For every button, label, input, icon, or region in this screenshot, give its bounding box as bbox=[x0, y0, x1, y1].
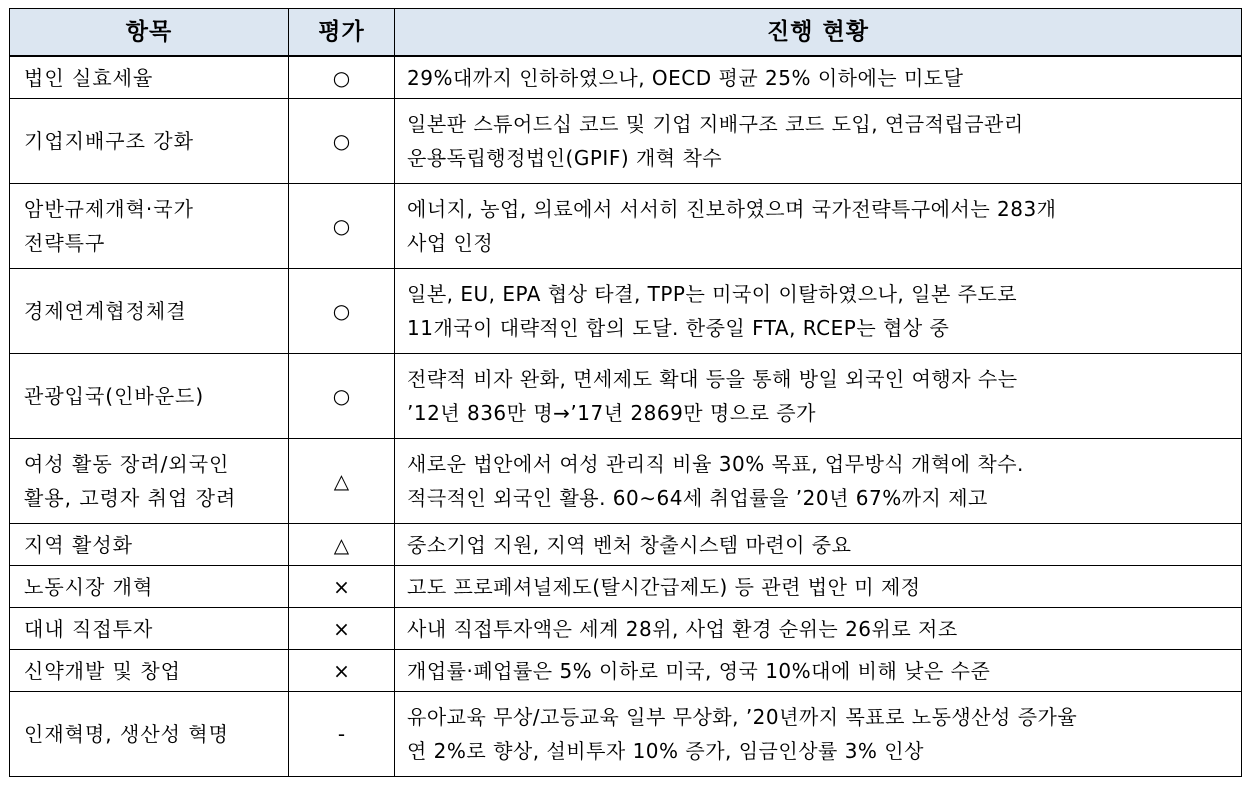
row-status bbox=[395, 439, 1242, 524]
row-status bbox=[395, 99, 1242, 184]
status-line: 에너지, 농업, 의료에서 서서히 진보하였으며 국가전략특구에서는 283개 bbox=[407, 197, 1057, 221]
row-item bbox=[10, 184, 289, 269]
row-item: 기업지배구조 강화 bbox=[10, 99, 289, 184]
status-line: 전략적 비자 완화, 면세제도 확대 등을 통해 방일 외국인 여행자 수는 bbox=[407, 367, 1018, 391]
header-evaluation: 평가 bbox=[289, 9, 395, 57]
status-line: 11개국이 대략적인 합의 도달. 한중일 FTA, RCEP는 협상 중 bbox=[407, 316, 950, 340]
row-status bbox=[395, 354, 1242, 439]
header-status: 진행 현황 bbox=[395, 9, 1242, 57]
table-row bbox=[10, 269, 1242, 354]
status-line: 연 2%로 향상, 설비투자 10% 증가, 임금인상률 3% 인상 bbox=[407, 739, 924, 763]
item-line: 활용, 고령자 취업 장려 bbox=[24, 486, 237, 510]
status-line: ’12년 836만 명→’17년 2869만 명으로 증가 bbox=[407, 401, 816, 425]
status-line: 운용독립행정법인(GPIF) 개혁 착수 bbox=[407, 146, 723, 170]
policy-evaluation-table bbox=[9, 8, 1242, 777]
row-evaluation: ○ bbox=[289, 99, 395, 184]
status-line: 일본, EU, EPA 협상 타결, TPP는 미국이 이탈하였으나, 일본 주도로 bbox=[407, 282, 1018, 306]
policy-evaluation-table-container bbox=[9, 8, 1241, 777]
row-item: 인재혁명, 생산성 혁명 bbox=[10, 692, 289, 777]
row-evaluation: ○ bbox=[289, 269, 395, 354]
row-evaluation: △ bbox=[289, 439, 395, 524]
table-row bbox=[10, 184, 1242, 269]
row-status bbox=[395, 608, 1242, 650]
table-row bbox=[10, 439, 1242, 524]
status-line: 일본판 스튜어드십 코드 및 기업 지배구조 코드 도입, 연금적립금관리 bbox=[407, 112, 1024, 136]
status-line: 29%대까지 인하하였으나, OECD 평균 25% 이하에는 미도달 bbox=[407, 65, 964, 90]
item-line: 전략특구 bbox=[24, 231, 106, 255]
table-header-row bbox=[10, 9, 1242, 57]
status-line: 유아교육 무상/고등교육 일부 무상화, ’20년까지 목표로 노동생산성 증가율 bbox=[407, 705, 1078, 729]
row-item: 법인 실효세율 bbox=[10, 56, 289, 99]
row-item: 경제연계협정체결 bbox=[10, 269, 289, 354]
status-line: 고도 프로페셔널제도(탈시간급제도) 등 관련 법안 미 제정 bbox=[407, 574, 921, 599]
header-item: 항목 bbox=[10, 9, 289, 57]
row-evaluation: × bbox=[289, 566, 395, 608]
row-evaluation: × bbox=[289, 608, 395, 650]
table-row bbox=[10, 566, 1242, 608]
row-status bbox=[395, 524, 1242, 566]
row-evaluation: - bbox=[289, 692, 395, 777]
row-status bbox=[395, 566, 1242, 608]
row-item bbox=[10, 439, 289, 524]
row-item: 대내 직접투자 bbox=[10, 608, 289, 650]
row-evaluation: ○ bbox=[289, 354, 395, 439]
table-row bbox=[10, 99, 1242, 184]
row-item: 신약개발 및 창업 bbox=[10, 650, 289, 692]
table-row bbox=[10, 650, 1242, 692]
status-line: 개업률·폐업률은 5% 이하로 미국, 영국 10%대에 비해 낮은 수준 bbox=[407, 658, 991, 683]
status-line: 새로운 법안에서 여성 관리직 비율 30% 목표, 업무방식 개혁에 착수. bbox=[407, 452, 1024, 476]
status-line: 사업 인정 bbox=[407, 231, 494, 255]
table-row bbox=[10, 608, 1242, 650]
row-status bbox=[395, 184, 1242, 269]
row-evaluation: ○ bbox=[289, 184, 395, 269]
row-status bbox=[395, 56, 1242, 99]
row-item: 관광입국(인바운드) bbox=[10, 354, 289, 439]
status-line: 적극적인 외국인 활용. 60∼64세 취업률을 ’20년 67%까지 제고 bbox=[407, 486, 988, 510]
table-row bbox=[10, 692, 1242, 777]
status-line: 사내 직접투자액은 세계 28위, 사업 환경 순위는 26위로 저조 bbox=[407, 616, 958, 641]
row-status bbox=[395, 692, 1242, 777]
status-line: 중소기업 지원, 지역 벤처 창출시스템 마련이 중요 bbox=[407, 532, 852, 557]
item-line: 여성 활동 장려/외국인 bbox=[24, 452, 230, 476]
row-status bbox=[395, 269, 1242, 354]
table-row bbox=[10, 56, 1242, 99]
row-evaluation: △ bbox=[289, 524, 395, 566]
table-row bbox=[10, 354, 1242, 439]
row-evaluation: ○ bbox=[289, 56, 395, 99]
row-evaluation: × bbox=[289, 650, 395, 692]
table-row bbox=[10, 524, 1242, 566]
row-item: 지역 활성화 bbox=[10, 524, 289, 566]
row-status bbox=[395, 650, 1242, 692]
item-line: 암반규제개혁·국가 bbox=[24, 197, 194, 221]
row-item: 노동시장 개혁 bbox=[10, 566, 289, 608]
